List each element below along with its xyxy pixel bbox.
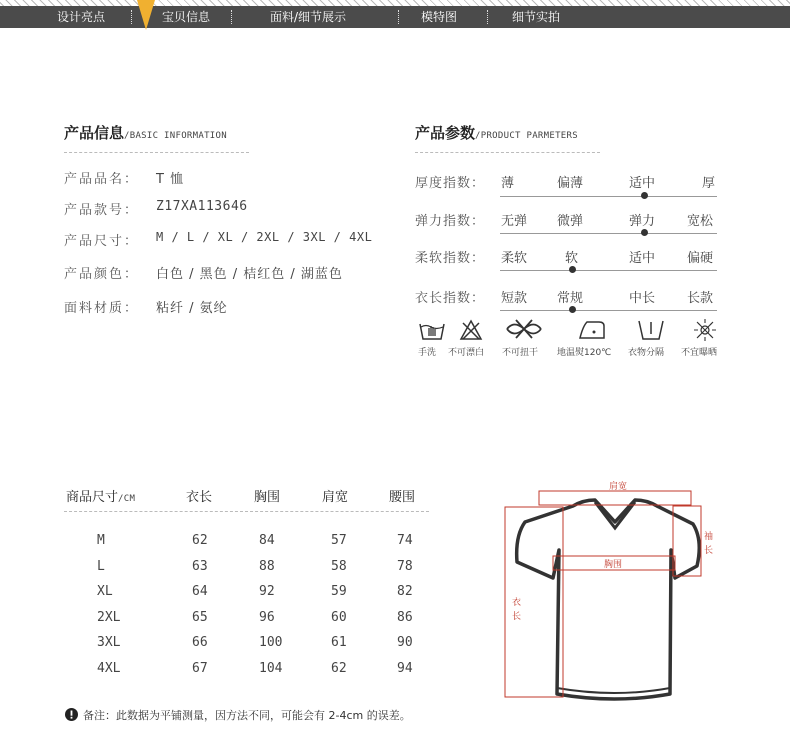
info-label-material: 面料材质： (64, 301, 140, 316)
warning-icon (65, 708, 78, 721)
param-scale-line (500, 270, 717, 271)
size-unit: /CM (118, 494, 136, 504)
size-table-header-chest: 胸围 (254, 490, 281, 505)
param-option: 无弹 (501, 214, 528, 229)
info-value-name: T 恤 (156, 172, 185, 187)
param-option: 短款 (501, 291, 528, 306)
active-nav-marker-icon (137, 0, 155, 30)
sleeve-label-1: 袖 (704, 532, 714, 542)
param-option: 薄 (501, 176, 515, 191)
size-cell-value: 100 (259, 635, 283, 650)
nav-separator (487, 10, 488, 24)
care-label: 衣物分隔 (628, 348, 665, 358)
param-scale-line (500, 196, 717, 197)
tshirt-measurement-diagram (495, 470, 735, 710)
no-wring-icon (504, 318, 544, 340)
nav-item-product-info[interactable]: 宝贝信息 (162, 10, 211, 24)
nav-separator (398, 10, 399, 24)
care-label: 不可漂白 (448, 348, 485, 358)
size-cell-value: 66 (192, 635, 208, 650)
no-sun-dry-icon (693, 318, 717, 342)
size-table-header-size (66, 486, 135, 505)
product-info-title: 产品信息 (64, 124, 125, 142)
care-label: 不宜曝晒 (681, 348, 718, 358)
chest-label: 胸围 (604, 560, 623, 570)
param-label-softness: 柔软指数： (415, 251, 486, 266)
product-params-title: 产品参数 (415, 124, 476, 142)
tshirt-outline (517, 500, 700, 699)
info-value-style-no: Z17XA113646 (156, 199, 248, 214)
param-option: 宽松 (687, 214, 714, 229)
size-cell-value: 63 (192, 558, 208, 574)
info-value-sizes: M / L / XL / 2XL / 3XL / 4XL (156, 230, 373, 244)
param-option: 常规 (557, 291, 584, 306)
size-cell-value: 62 (192, 533, 208, 548)
size-cell-value: 67 (192, 660, 208, 676)
size-table-header-shoulder: 肩宽 (322, 490, 349, 505)
size-cell-value: 78 (397, 558, 413, 574)
size-cell-value: 74 (397, 533, 413, 548)
param-option: 柔软 (501, 251, 528, 266)
divider (415, 152, 600, 153)
size-table-header-length: 衣长 (186, 490, 213, 505)
size-cell-value: 104 (259, 660, 283, 676)
product-params-subtitle: /PRODUCT PARMETERS (475, 131, 578, 141)
size-header-label: 商品尺寸 (66, 490, 119, 505)
param-label-thickness: 厚度指数： (415, 176, 486, 191)
param-scale-line (500, 310, 717, 311)
product-info-subtitle: /BASIC INFORMATION (124, 131, 227, 141)
param-selected-indicator (569, 306, 576, 313)
size-cell-size: 4XL (97, 660, 121, 676)
info-value-colors: 白色 / 黑色 / 桔红色 / 湖蓝色 (156, 267, 343, 282)
param-option: 厚 (702, 176, 716, 191)
wash-separately-icon (636, 318, 666, 342)
divider (64, 511, 429, 512)
size-cell-value: 94 (397, 660, 413, 676)
length-label-1: 衣 (512, 598, 522, 608)
param-option: 微弹 (557, 214, 584, 229)
divider (64, 152, 249, 153)
measurement-note: 备注：此数据为平铺测量，因方法不同，可能会有 2-4cm 的误差。 (83, 709, 411, 722)
param-option: 适中 (629, 251, 656, 266)
hand-wash-icon (418, 318, 446, 342)
no-bleach-icon (459, 318, 483, 342)
nav-separator (131, 10, 132, 24)
care-label: 手洗 (418, 348, 437, 358)
size-cell-value: 61 (331, 635, 347, 650)
nav-item-fabric-details[interactable]: 面料/细节展示 (270, 10, 347, 24)
param-option: 适中 (629, 176, 656, 191)
param-label-elasticity: 弹力指数： (415, 214, 486, 229)
size-cell-value: 58 (331, 558, 347, 574)
shoulder-width-guide (539, 491, 691, 505)
sleeve-label-2: 长 (704, 546, 714, 556)
param-option: 软 (565, 251, 579, 266)
size-table-header-waist: 腰围 (389, 490, 416, 505)
param-selected-indicator (641, 229, 648, 236)
care-label: 地温熨120℃ (557, 348, 612, 358)
param-option: 偏薄 (557, 176, 584, 191)
param-option: 弹力 (629, 214, 656, 229)
param-scale-line (500, 233, 717, 234)
size-cell-value: 62 (331, 660, 347, 676)
param-option: 长款 (687, 291, 714, 306)
shoulder-label: 肩宽 (609, 482, 628, 492)
size-cell-size: XL (97, 584, 113, 599)
info-value-material: 粘纤 / 氨纶 (156, 301, 228, 316)
size-cell-value: 60 (331, 609, 347, 625)
param-option: 中长 (629, 291, 656, 306)
size-cell-value: 86 (397, 609, 413, 625)
size-cell-value: 84 (259, 533, 275, 548)
size-cell-size: 2XL (97, 609, 121, 625)
care-label: 不可扭干 (502, 348, 539, 358)
info-label-colors: 产品颜色： (64, 267, 140, 282)
size-cell-size: M (97, 533, 105, 548)
nav-item-highlights[interactable]: 设计亮点 (57, 10, 106, 24)
low-iron-icon (577, 318, 607, 342)
size-cell-value: 90 (397, 635, 413, 650)
size-cell-size: L (97, 558, 105, 574)
param-option: 偏硬 (687, 251, 714, 266)
size-cell-value: 65 (192, 609, 208, 625)
size-cell-value: 88 (259, 558, 275, 574)
size-cell-size: 3XL (97, 635, 121, 650)
param-label-length: 衣长指数： (415, 291, 486, 306)
product-info-heading (64, 122, 227, 143)
size-cell-value: 57 (331, 533, 347, 548)
param-selected-indicator (641, 192, 648, 199)
product-params-heading (415, 122, 578, 143)
info-label-sizes: 产品尺寸： (64, 234, 140, 249)
size-cell-value: 59 (331, 584, 347, 599)
nav-bar (0, 6, 790, 28)
nav-item-detail-photos[interactable]: 细节实拍 (512, 10, 561, 24)
param-selected-indicator (569, 266, 576, 273)
length-label-2: 长 (512, 612, 522, 622)
nav-separator (231, 10, 232, 24)
size-cell-value: 96 (259, 609, 275, 625)
nav-item-model[interactable]: 模特图 (421, 10, 458, 24)
info-label-name: 产品品名： (64, 172, 140, 187)
size-cell-value: 64 (192, 584, 208, 599)
info-label-style-no: 产品款号： (64, 203, 140, 218)
size-cell-value: 82 (397, 584, 413, 599)
size-cell-value: 92 (259, 584, 275, 599)
